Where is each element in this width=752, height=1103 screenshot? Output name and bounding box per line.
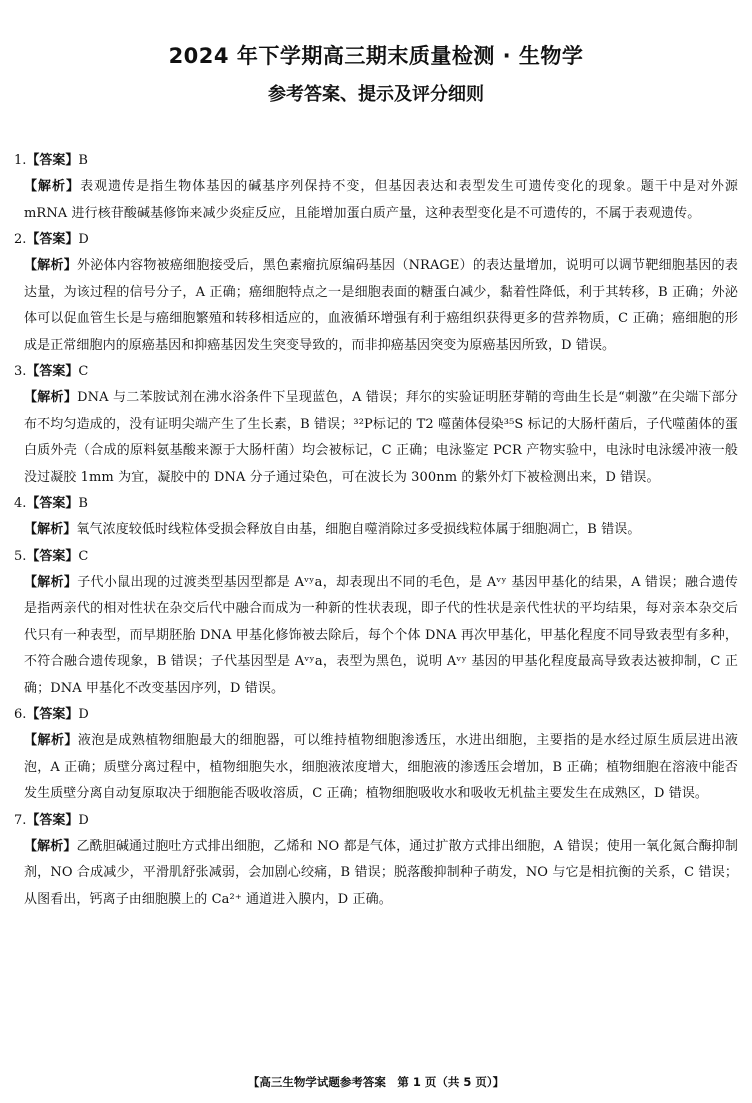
explanation-tag: 【解析】 bbox=[24, 390, 78, 405]
explanation bbox=[14, 728, 738, 808]
answer-tag: 【答案】 bbox=[26, 548, 79, 564]
answer-tag: 【答案】 bbox=[26, 232, 79, 247]
explanation bbox=[14, 253, 738, 359]
page-footer: 【高三生物学试题参考答案 第 1 页（共 5 页）】 bbox=[247, 1075, 505, 1089]
explanation bbox=[14, 570, 738, 703]
answer-value: C bbox=[78, 548, 89, 564]
question-item bbox=[14, 808, 738, 914]
question-number: 2. bbox=[14, 232, 27, 247]
explanation-tag: 【解析】 bbox=[24, 179, 81, 194]
explanation-text: 液泡是成熟植物细胞最大的细胞器，可以维持植物细胞渗透压，水进出细胞，主要指的是水经过原生质层进出液泡，A 正确；质壁分离过程中，植物细胞失水，细胞液浓度增大，细胞液的渗透压会增加，B 正确；植物细胞在溶液中能否发生质壁分离自动复原取决于细胞能否吸收溶质，C 正确；植物细胞吸收水和吸收无机盐主要发生在成熟区，D 错误。 bbox=[24, 733, 738, 801]
question-item bbox=[14, 544, 738, 703]
question-number: 1. bbox=[14, 153, 27, 168]
explanation bbox=[14, 834, 738, 914]
question-number: 5. bbox=[14, 548, 27, 564]
answer-value: D bbox=[78, 707, 89, 722]
answer-tag: 【答案】 bbox=[26, 496, 79, 511]
answer-list bbox=[14, 148, 738, 913]
answer-line bbox=[14, 808, 738, 834]
answer-line bbox=[14, 148, 738, 174]
answer-line bbox=[14, 702, 738, 728]
question-item bbox=[14, 702, 738, 808]
answer-value: B bbox=[78, 496, 88, 511]
answer-tag: 【答案】 bbox=[26, 812, 79, 828]
explanation-text: 乙酰胆碱通过胞吐方式排出细胞，乙烯和 NO 都是气体，通过扩散方式排出细胞，A 错误；使用一氧化氮合酶抑制剂，NO 合成减少，平滑肌舒张减弱，会加剧心绞痛，B 错误；脱落酸抑制种子萌发，NO 与它是相抗衡的关系，C 错误；从图看出，钙离子由细胞膜上的 Ca²⁺ 通道进入膜内，D 正确。 bbox=[24, 838, 738, 907]
explanation-text: DNA 与二苯胺试剂在沸水浴条件下呈现蓝色，A 错误；拜尔的实验证明胚芽鞘的弯曲生长是“刺激”在尖端下部分布不均匀造成的，没有证明尖端产生了生长素，B 错误；³²P标记的 T2 噬菌体侵染³⁵S 标记的大肠杆菌后，子代噬菌体的蛋白质外壳（合成的原料氨基酸来源于大肠杆菌）均会被标记，C 正确；电泳鉴定 PCR 产物实验中，电泳时电泳缓冲液一般没过凝胶 1mm 为宜，凝胶中的 DNA 分子通过染色，可在波长为 300nm 的紫外灯下被检测出来，D 错误。 bbox=[24, 390, 738, 485]
question-item bbox=[14, 491, 738, 544]
question-item bbox=[14, 227, 738, 359]
explanation bbox=[14, 174, 738, 227]
answer-tag: 【答案】 bbox=[26, 364, 79, 379]
answer-tag: 【答案】 bbox=[26, 153, 79, 168]
explanation-tag: 【解析】 bbox=[24, 522, 77, 537]
answer-tag: 【答案】 bbox=[26, 707, 79, 722]
explanation-text: 表观遗传是指生物体基因的碱基序列保持不变，但基因表达和表型发生可遗传变化的现象。题干中是对外源 mRNA 进行核苷酸碱基修饰来减少炎症反应，且能增加蛋白质产量，这种表型变化是不可遗传的，不属于表观遗传。 bbox=[24, 179, 738, 221]
explanation bbox=[14, 517, 738, 544]
question-item bbox=[14, 359, 738, 491]
answer-line bbox=[14, 359, 738, 385]
question-number: 7. bbox=[14, 812, 27, 828]
answer-value: B bbox=[78, 153, 88, 168]
question-number: 3. bbox=[14, 364, 27, 379]
answer-line bbox=[14, 491, 738, 517]
question-number: 6. bbox=[14, 707, 27, 722]
answer-value: D bbox=[78, 812, 89, 828]
answer-line bbox=[14, 544, 738, 570]
explanation-tag: 【解析】 bbox=[24, 733, 78, 748]
question-item bbox=[14, 148, 738, 227]
explanation-tag: 【解析】 bbox=[24, 258, 78, 273]
answer-value: C bbox=[78, 364, 89, 379]
page-title: 2024 年下学期高三期末质量检测 · 生物学 bbox=[168, 44, 584, 68]
explanation bbox=[14, 385, 738, 491]
answer-value: D bbox=[78, 232, 89, 247]
explanation-text: 子代小鼠出现的过渡类型基因型都是 Aᵛʸa，却表现出不同的毛色，是 Aᵛʸ 基因甲基化的结果，A 错误；融合遗传是指两亲代的相对性状在杂交后代中融合而成为一种新的性状表现，即子代的性状是亲代性状的平均结果，每对亲本杂交后代只有一种表型，而早期胚胎 DNA 甲基化修饰被去除后，每个个体 DNA 再次甲基化，甲基化程度不同导致表型有多种，不符合融合遗传现象，B 错误；子代基因型是 Aᵛʸa，表型为黑色，说明 Aᵛʸ 基因的甲基化程度最高导致表达被抑制，C 正确；DNA 甲基化不改变基因序列，D 错误。 bbox=[24, 574, 738, 696]
page-subtitle: 参考答案、提示及评分细则 bbox=[268, 84, 484, 105]
explanation-text: 外泌体内容物被癌细胞接受后，黑色素瘤抗原编码基因（NRAGE）的表达量增加，说明可以调节靶细胞基因的表达量，为该过程的信号分子，A 正确；癌细胞特点之一是细胞表面的糖蛋白减少，黏着性降低，利于其转移，B 正确；外泌体可以促血管生长是与癌细胞繁殖和转移相适应的，血液循环增强有利于癌组织获得更多的营养物质，C 正确；癌细胞的形成是正常细胞内的原癌基因和抑癌基因发生突变导致的，而非抑癌基因突变为原癌基因所致，D 错误。 bbox=[24, 258, 738, 353]
explanation-text: 氧气浓度较低时线粒体受损会释放自由基，细胞自噬消除过多受损线粒体属于细胞凋亡，B 错误。 bbox=[76, 522, 641, 537]
question-number: 4. bbox=[14, 496, 27, 511]
explanation-tag: 【解析】 bbox=[24, 574, 78, 590]
answer-line bbox=[14, 227, 738, 253]
explanation-tag: 【解析】 bbox=[24, 838, 77, 854]
